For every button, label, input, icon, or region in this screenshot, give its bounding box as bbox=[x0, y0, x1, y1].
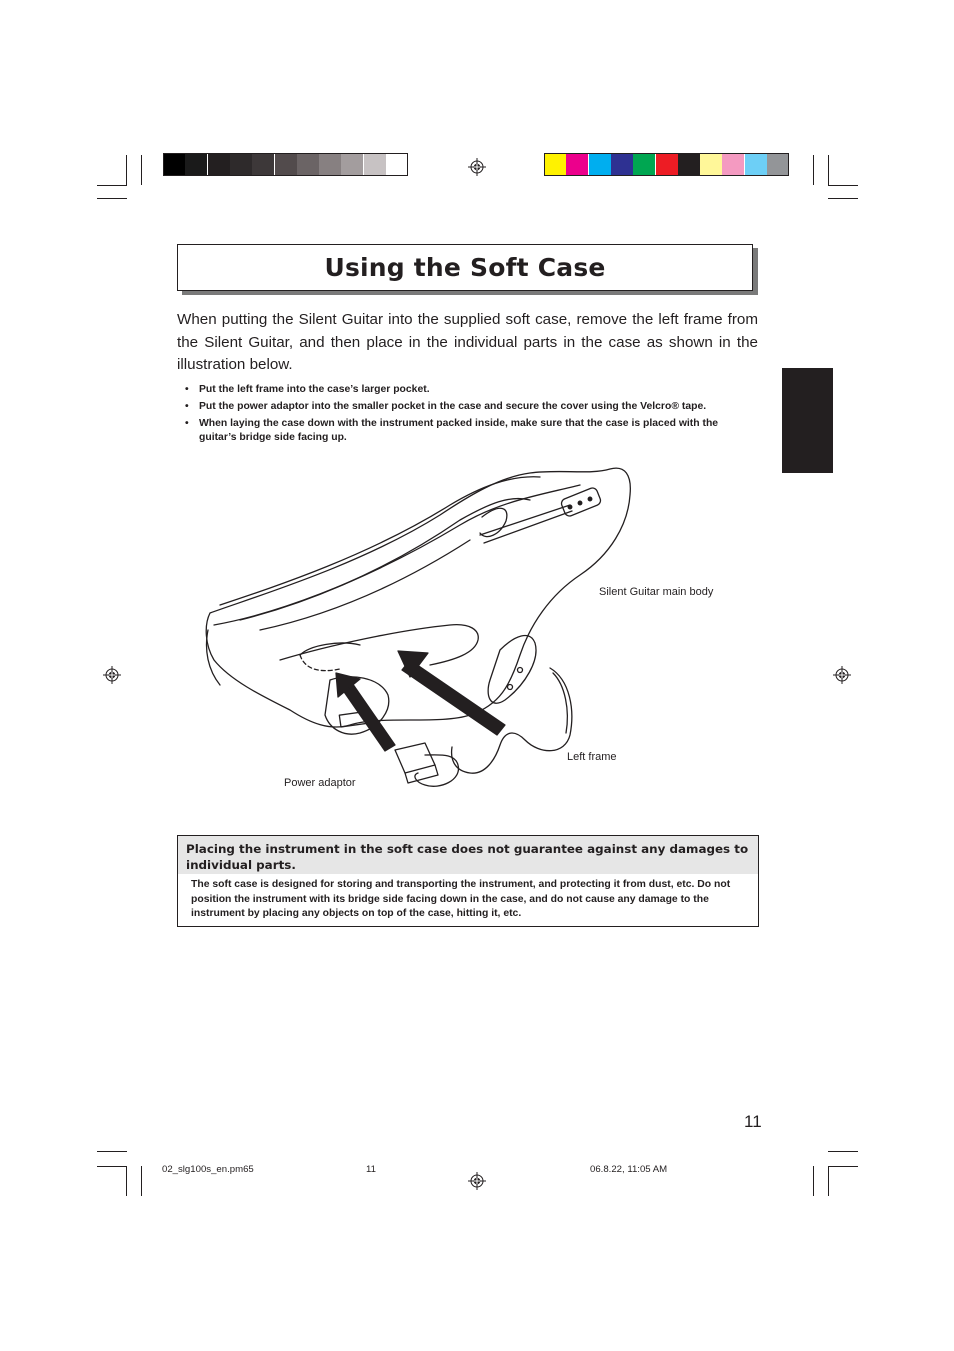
left-frame bbox=[488, 636, 536, 704]
registration-mark-icon bbox=[468, 1172, 486, 1190]
crop-mark bbox=[828, 185, 858, 186]
crop-mark bbox=[828, 198, 858, 199]
crop-mark bbox=[126, 155, 127, 185]
instruction-list bbox=[185, 383, 755, 448]
large-pocket bbox=[280, 625, 478, 665]
color-bar-outline bbox=[544, 153, 789, 176]
arrow-power-adaptor bbox=[340, 680, 395, 751]
color-bar-outline bbox=[163, 153, 408, 176]
crop-mark bbox=[97, 1166, 127, 1167]
list-item-text: When laying the case down with the instrument packed inside, make sure that the case is placed with the guitar’s bridge side facing up. bbox=[199, 418, 719, 443]
crop-mark bbox=[97, 1151, 127, 1152]
crop-mark bbox=[97, 185, 127, 186]
registration-mark-icon bbox=[468, 158, 486, 176]
crop-mark bbox=[813, 1166, 814, 1196]
list-item bbox=[185, 400, 755, 414]
list-item-text: Put the power adaptor into the smaller pocket in the case and secure the cover using the Velcro® tape. bbox=[199, 401, 707, 412]
page-title: Using the Soft Case bbox=[324, 253, 606, 282]
crop-mark bbox=[828, 1151, 858, 1152]
crop-mark bbox=[97, 198, 127, 199]
crop-mark bbox=[813, 155, 814, 185]
registration-mark-icon bbox=[103, 666, 121, 684]
intro-paragraph: When putting the Silent Guitar into the supplied soft case, remove the left frame from the Silent Guitar, and then place in the individual parts in the case as shown in the illustration below. bbox=[177, 311, 758, 373]
bullet-icon: • bbox=[185, 384, 189, 395]
notice-body: The soft case is designed for storing and transporting the instrument, and protecting it from dust, etc. Do not position the instrument with its bridge side facing down in the case, and do not cause any damage to the instrument by placing any objects on top of the case, hitting it, etc. bbox=[191, 879, 731, 920]
label-power-adaptor: Power adaptor bbox=[284, 777, 356, 789]
power-adaptor bbox=[395, 743, 435, 773]
section-tab bbox=[782, 368, 833, 473]
footer-date: 06.8.22, 11:05 AM bbox=[590, 1164, 668, 1175]
footer-file: 02_slg100s_en.pm65 bbox=[162, 1164, 254, 1175]
crop-mark bbox=[141, 1166, 142, 1196]
list-item bbox=[185, 383, 755, 397]
bullet-icon: • bbox=[185, 418, 189, 429]
crop-mark bbox=[141, 155, 142, 185]
crop-mark bbox=[828, 1166, 858, 1167]
bullet-icon: • bbox=[185, 401, 189, 412]
label-left-frame: Left frame bbox=[567, 751, 617, 763]
footer-page: 11 bbox=[366, 1164, 376, 1175]
soft-case-illustration bbox=[200, 455, 760, 815]
label-main-body: Silent Guitar main body bbox=[599, 586, 714, 598]
title-box bbox=[177, 244, 753, 291]
page-number: 11 bbox=[744, 1112, 762, 1131]
crop-mark bbox=[828, 155, 829, 185]
guitar-body bbox=[240, 499, 530, 620]
registration-mark-icon bbox=[833, 666, 851, 684]
list-item bbox=[185, 417, 755, 445]
crop-mark bbox=[828, 1166, 829, 1196]
list-item-text: Put the left frame into the case’s larger pocket. bbox=[199, 384, 430, 395]
crop-mark bbox=[126, 1166, 127, 1196]
notice-box bbox=[177, 835, 759, 927]
notice-heading: Placing the instrument in the soft case does not guarantee against any damages to individual parts. bbox=[178, 836, 758, 875]
